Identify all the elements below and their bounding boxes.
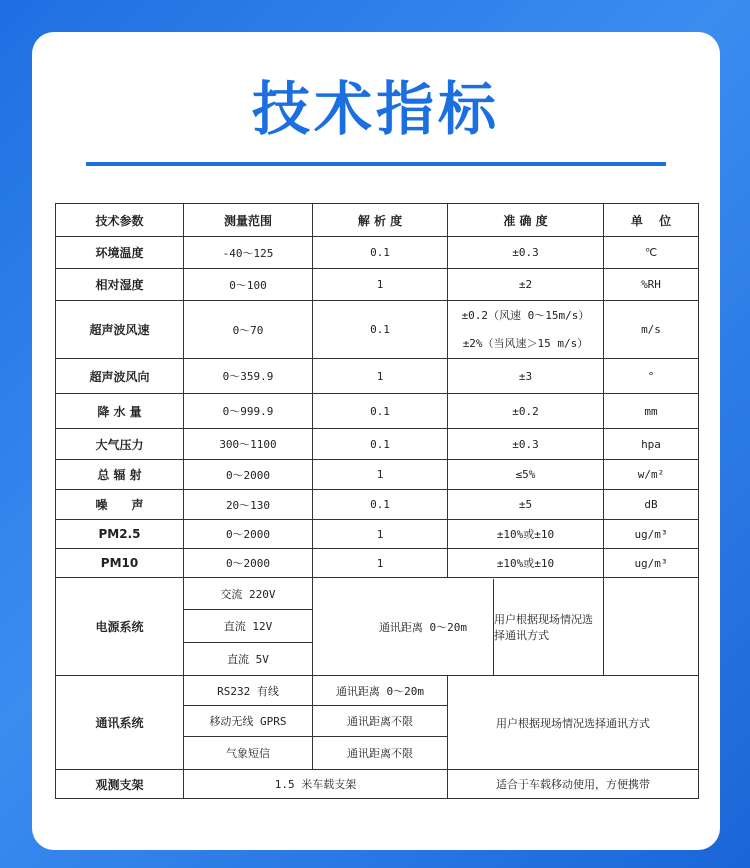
resolution-cell: 0.1 <box>313 237 448 269</box>
resolution-cell: 1 <box>313 549 448 578</box>
power-option: 直流 5V <box>184 643 313 676</box>
unit-cell: m/s <box>604 301 699 359</box>
header-resolution: 解 析 度 <box>313 204 448 237</box>
accuracy-cell: ±2 <box>448 269 604 301</box>
accuracy-cell: ±3 <box>448 359 604 394</box>
table-header-row <box>56 204 699 237</box>
comm-distance: 通讯距离 0～20m <box>313 676 448 706</box>
power-row <box>56 578 699 610</box>
spec-table <box>55 203 699 799</box>
unit-cell: %RH <box>604 269 699 301</box>
table-row <box>56 429 699 460</box>
power-option: 直流 12V <box>184 610 313 643</box>
header-range: 测量范围 <box>184 204 313 237</box>
comm-distance: 通讯距离不限 <box>313 737 448 770</box>
unit-cell: w/m² <box>604 460 699 490</box>
page-title: 技术指标 <box>251 75 500 143</box>
param-cell: PM10 <box>56 549 184 578</box>
param-cell: 总 辐 射 <box>56 460 184 490</box>
mount-value: 1.5 米车载支架 <box>184 770 448 799</box>
range-cell: 0～2000 <box>184 460 313 490</box>
comm-label: 通讯系统 <box>56 676 184 770</box>
range-cell: 0～100 <box>184 269 313 301</box>
param-cell: PM2.5 <box>56 520 184 549</box>
power-label: 电源系统 <box>56 578 184 676</box>
table-row <box>56 359 699 394</box>
unit-cell: ug/m³ <box>604 520 699 549</box>
resolution-cell: 0.1 <box>313 394 448 429</box>
accuracy-cell: ≤5% <box>448 460 604 490</box>
accuracy-line: ±0.2（风速 0～15m/s） <box>461 308 590 322</box>
resolution-cell: 1 <box>313 520 448 549</box>
unit-cell: ° <box>604 359 699 394</box>
power-distance-text: 通讯距离 0～20m <box>353 579 494 675</box>
range-cell: -40～125 <box>184 237 313 269</box>
param-cell: 环境温度 <box>56 237 184 269</box>
range-cell: 0～70 <box>184 301 313 359</box>
resolution-cell: 1 <box>313 269 448 301</box>
resolution-cell: 1 <box>313 460 448 490</box>
resolution-cell: 0.1 <box>313 301 448 359</box>
range-cell: 0～2000 <box>184 520 313 549</box>
table-row <box>56 237 699 269</box>
title-underline <box>86 162 666 166</box>
header-unit: 单 位 <box>604 204 699 237</box>
resolution-cell: 0.1 <box>313 429 448 460</box>
power-note: 用户根据现场情况选择通讯方式 <box>494 612 593 642</box>
comm-distance: 通讯距离不限 <box>313 706 448 737</box>
range-cell: 20～130 <box>184 490 313 520</box>
unit-cell: ℃ <box>604 237 699 269</box>
comm-row <box>56 676 699 706</box>
unit-cell: mm <box>604 394 699 429</box>
unit-cell: hpa <box>604 429 699 460</box>
table-row <box>56 520 699 549</box>
table-row <box>56 394 699 429</box>
mount-row <box>56 770 699 799</box>
param-cell: 超声波风速 <box>56 301 184 359</box>
param-cell: 超声波风向 <box>56 359 184 394</box>
accuracy-cell: ±0.3 <box>448 237 604 269</box>
accuracy-cell <box>448 301 604 359</box>
param-cell: 噪 声 <box>56 490 184 520</box>
range-cell: 0～2000 <box>184 549 313 578</box>
power-distance <box>313 578 604 676</box>
mount-note: 适合于车载移动使用，方便携带 <box>448 770 699 799</box>
spec-card <box>32 32 720 850</box>
unit-cell: ug/m³ <box>604 549 699 578</box>
header-accuracy: 准 确 度 <box>448 204 604 237</box>
accuracy-cell: ±0.2 <box>448 394 604 429</box>
resolution-cell: 0.1 <box>313 490 448 520</box>
accuracy-cell: ±0.3 <box>448 429 604 460</box>
accuracy-line: ±2%（当风速＞15 m/s） <box>462 336 589 350</box>
range-cell: 300～1100 <box>184 429 313 460</box>
power-empty-cell <box>604 578 699 676</box>
comm-option: 气象短信 <box>184 737 313 770</box>
unit-cell: dB <box>604 490 699 520</box>
table-row <box>56 490 699 520</box>
accuracy-cell: ±5 <box>448 490 604 520</box>
resolution-cell: 1 <box>313 359 448 394</box>
mount-label: 观测支架 <box>56 770 184 799</box>
param-cell: 大气压力 <box>56 429 184 460</box>
range-cell: 0～999.9 <box>184 394 313 429</box>
comm-option: RS232 有线 <box>184 676 313 706</box>
comm-note: 用户根据现场情况选择通讯方式 <box>448 676 699 770</box>
param-cell: 降 水 量 <box>56 394 184 429</box>
table-row <box>56 269 699 301</box>
table-row <box>56 301 699 359</box>
header-param: 技术参数 <box>56 204 184 237</box>
table-row <box>56 460 699 490</box>
range-cell: 0～359.9 <box>184 359 313 394</box>
param-cell: 相对湿度 <box>56 269 184 301</box>
accuracy-cell: ±10%或±10 <box>448 520 604 549</box>
accuracy-cell: ±10%或±10 <box>448 549 604 578</box>
comm-option: 移动无线 GPRS <box>184 706 313 737</box>
table-row <box>56 549 699 578</box>
power-option: 交流 220V <box>184 578 313 610</box>
